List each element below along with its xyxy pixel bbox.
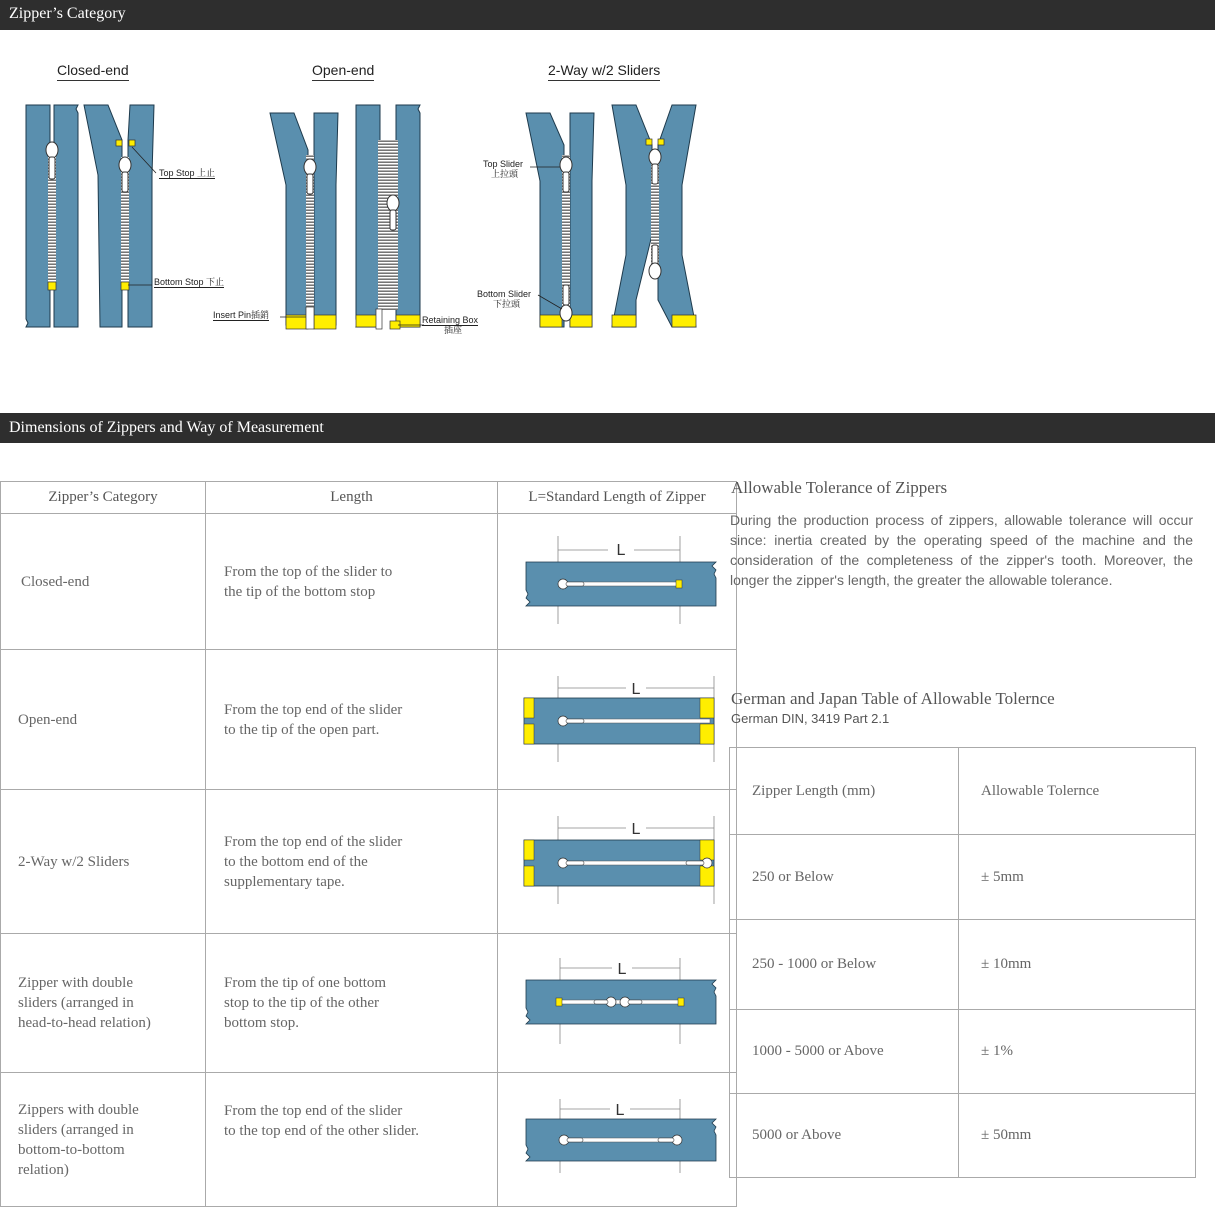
table-header-row — [1, 482, 737, 514]
row-length: From the top of the slider to the tip of the bottom stop — [206, 514, 498, 650]
table-row — [1, 514, 737, 650]
callout-bottom-slider: Bottom Slider 下拉頭 — [477, 289, 532, 309]
callout-top-stop: Top Stop 上止 — [159, 168, 216, 178]
row-length: 1000 - 5000 or Above — [730, 1010, 959, 1094]
two-way-straight-zipper — [526, 113, 594, 327]
section-title: Dimensions of Zippers and Way of Measurement — [9, 419, 324, 436]
category-label-open-end: Open-end — [312, 62, 374, 81]
row-length: From the top end of the slider to the bottom end of the supplementary tape. — [206, 790, 498, 934]
svg-text:L: L — [615, 1102, 625, 1119]
callout-insert-pin: Insert Pin插銷 — [213, 310, 270, 320]
row-tolerance: ± 1% — [959, 1010, 1196, 1094]
header-category: Zipper’s Category — [1, 482, 206, 514]
category-label-closed-end: Closed-end — [57, 62, 129, 81]
table-row — [1, 790, 737, 934]
row-tolerance: ± 50mm — [959, 1094, 1196, 1178]
two-way-open-zipper — [612, 105, 696, 327]
row-category: Zipper with double sliders (arranged in head-to-head relation) — [1, 934, 206, 1073]
header-length: Length — [206, 482, 498, 514]
table-row — [730, 1094, 1196, 1178]
row-length: 250 or Below — [730, 835, 959, 920]
open-end-straight-zipper — [356, 105, 424, 329]
tolerance-title: Allowable Tolerance of Zippers — [731, 478, 948, 497]
open-end-measure-icon — [498, 650, 736, 784]
row-tolerance: ± 5mm — [959, 835, 1196, 920]
row-category: Open-end — [1, 650, 206, 790]
row-figure — [498, 650, 737, 790]
row-length: From the tip of one bottom stop to the tip of the other bottom stop. — [206, 934, 498, 1073]
bottom-to-bottom-measure-icon — [498, 1073, 736, 1201]
table-row — [730, 1010, 1196, 1094]
svg-text:L: L — [631, 821, 641, 838]
german-japan-subtitle: German DIN, 3419 Part 2.1 — [731, 711, 890, 726]
row-figure — [498, 1073, 737, 1207]
german-japan-title: German and Japan Table of Allowable Tolernce — [731, 689, 1055, 708]
closed-end-open-zipper — [84, 105, 156, 327]
row-figure — [498, 790, 737, 934]
open-end-open-zipper — [270, 113, 338, 329]
callout-retaining-box: Retaining Box 插座 — [422, 315, 479, 335]
callout-bottom-stop: Bottom Stop 下止 — [154, 277, 225, 287]
tolerance-body: During the production process of zippers, allowable tolerance will occur since: inertia created by the operating speed of the machine and the consideration of the completeness of the zipper's tooth. Moreover, the longer the zipper's length, the greater the allowable tolerance. — [730, 512, 1193, 588]
row-category: Zippers with double sliders (arranged in bottom-to-bottom relation) — [1, 1073, 206, 1207]
measure-label: L — [616, 542, 626, 559]
section-header-zipper-category — [0, 0, 1215, 30]
table-row — [1, 1073, 737, 1207]
table-row — [730, 835, 1196, 920]
head-to-head-measure-icon — [498, 934, 736, 1067]
row-category: 2-Way w/2 Sliders — [1, 790, 206, 934]
row-length: From the top end of the slider to the tip of the open part. — [206, 650, 498, 790]
table-row — [730, 920, 1196, 1010]
row-tolerance: ± 10mm — [959, 920, 1196, 1010]
header-standard-length: L=Standard Length of Zipper — [498, 482, 737, 514]
closed-end-straight-zipper — [26, 105, 78, 327]
measurement-table — [0, 481, 737, 1207]
row-figure — [498, 934, 737, 1073]
row-length: 5000 or Above — [730, 1094, 959, 1178]
two-way-measure-icon — [498, 790, 736, 928]
svg-text:L: L — [617, 961, 627, 978]
table-row — [1, 934, 737, 1073]
closed-end-measure-icon — [498, 514, 736, 644]
callout-top-slider: Top Slider 上拉頭 — [483, 159, 524, 179]
header-zipper-length: Zipper Length (mm) — [730, 748, 959, 835]
row-length: 250 - 1000 or Below — [730, 920, 959, 1010]
zipper-category-illustration — [0, 95, 720, 345]
row-length: From the top end of the slider to the top end of the other slider. — [206, 1073, 498, 1207]
table-header-row — [730, 748, 1196, 835]
table-row — [1, 650, 737, 790]
category-label-two-way: 2-Way w/2 Sliders — [548, 62, 660, 81]
tolerance-table — [729, 747, 1196, 1178]
section-header-dimensions — [0, 413, 1215, 443]
header-allowable-tolerance: Allowable Tolernce — [959, 748, 1196, 835]
section-title: Zipper’s Category — [9, 5, 126, 22]
row-figure — [498, 514, 737, 650]
row-category: Closed-end — [1, 514, 206, 650]
svg-text:L: L — [631, 681, 641, 698]
